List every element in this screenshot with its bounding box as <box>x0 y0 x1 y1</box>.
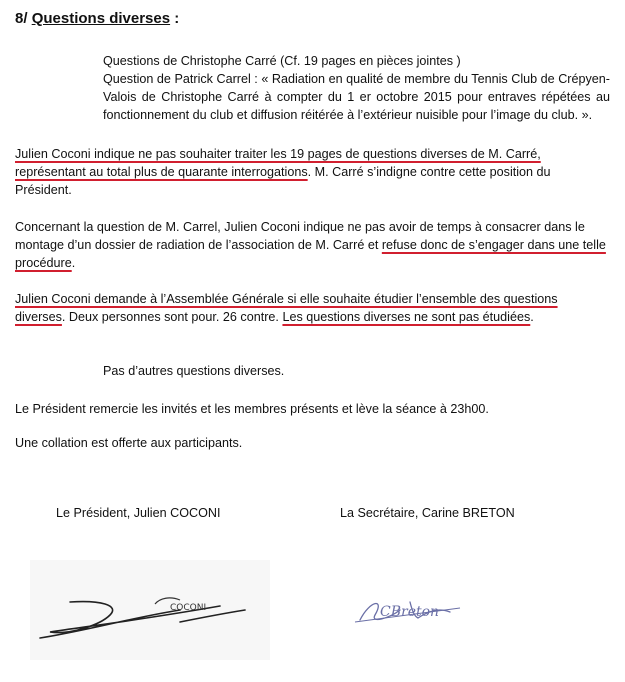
paragraph-collation: Une collation est offerte aux participants. <box>15 436 243 450</box>
paragraph-text: . <box>71 256 76 270</box>
bullet-text: Questions de Christophe Carré (Cf. 19 pages en pièces jointes ) <box>103 54 461 68</box>
bullet-list <box>83 52 610 124</box>
underlined-text: Julien Coconi indique ne pas souhaiter traiter les 19 pages de questions diverses de M. Carré, représentant au total plus de quarante interrogations <box>15 147 541 179</box>
paragraph-coconi-refusal <box>15 145 610 199</box>
secretary-label: La Secrétaire, Carine BRETON <box>340 506 515 520</box>
list-item <box>83 52 610 70</box>
bullet-box-icon <box>83 52 103 70</box>
secretary-signature <box>340 580 490 635</box>
bullet-box-icon <box>83 70 103 124</box>
paragraph-closing: Le Président remercie les invités et les membres présents et lève la séance à 23h00. <box>15 402 489 416</box>
paragraph-text: . Deux personnes sont pour. 26 contre. <box>61 310 283 324</box>
section-heading <box>15 10 179 27</box>
paragraph-text: . <box>530 310 534 324</box>
list-item <box>83 70 610 124</box>
section-suffix: : <box>170 10 180 27</box>
paragraph-carrel-question <box>15 218 610 272</box>
paragraph-text: Concernant la question de M. Carrel, Julien Coconi indique ne pas avoir de temps à consacrer dans le montage d’un dossier de radiation de l’association de M. Carré et <box>15 220 585 252</box>
section-number: 8/ <box>15 10 32 27</box>
section-title: Questions diverses <box>31 10 171 27</box>
president-signature <box>30 560 270 660</box>
bullet-list-end <box>83 362 610 380</box>
bullet-text: Pas d’autres questions diverses. <box>103 364 285 378</box>
secretary-signature-text: CBreton <box>380 604 440 620</box>
list-item <box>83 362 610 380</box>
bullet-text: Question de Patrick Carrel : « Radiation en qualité de membre du Tennis Club de Crépyen-Valois de Christophe Carré à compter du 1 er octobre 2015 pour entraves répétées au fonctionnement du club et diffusion réitérée à l’extérieur nuisible pour l’image du club. ». <box>103 72 610 122</box>
underlined-text: Julien Coconi demande à l’Assemblée Générale si elle souhaite étudier l’ensemble des questions diverses <box>15 292 558 324</box>
president-signature-text: COCONI <box>170 603 207 613</box>
underlined-text: refuse donc de s’engager dans une telle procédure <box>15 238 606 270</box>
underlined-text: Les questions diverses ne sont pas étudiées <box>282 310 531 324</box>
president-label: Le Président, Julien COCONI <box>56 506 221 520</box>
paragraph-text: . M. Carré s’indigne contre cette position du Président. <box>15 165 551 197</box>
bullet-box-icon <box>83 362 103 380</box>
paragraph-assembly-vote <box>15 290 610 326</box>
